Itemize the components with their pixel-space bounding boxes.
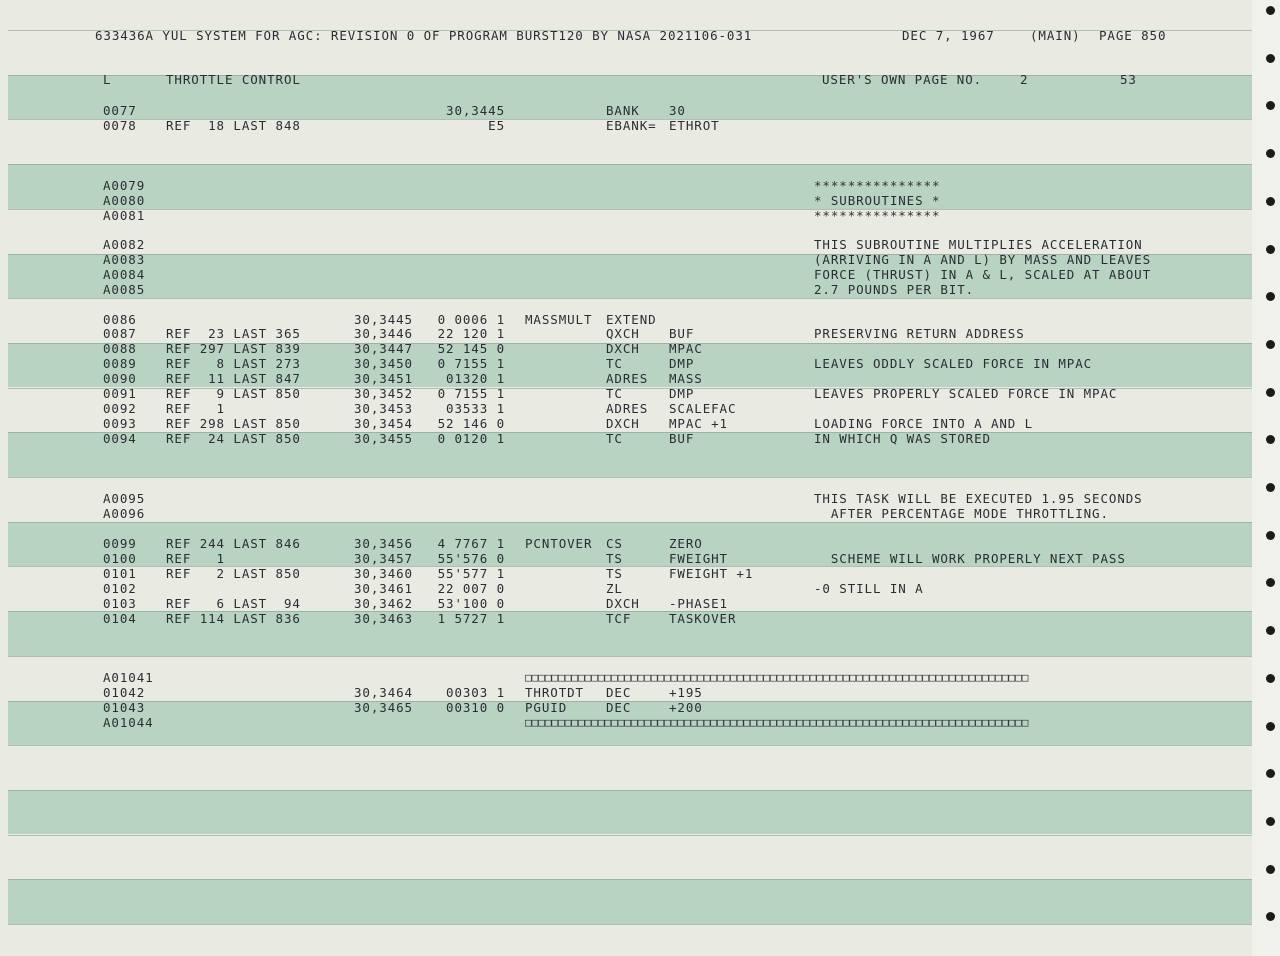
line-number: 0091 (103, 386, 137, 401)
address: 30,3446 (354, 326, 413, 341)
ref-info: REF 1 (166, 551, 225, 566)
band-rule (8, 477, 1252, 478)
label-field: PGUID (525, 700, 568, 715)
listing-row (0, 566, 1250, 581)
ref-info: REF 23 LAST 365 (166, 326, 301, 341)
operand: DMP (669, 386, 695, 401)
listing-row (0, 282, 1250, 297)
listing-row (0, 237, 1250, 252)
feed-hole (1266, 531, 1275, 540)
address: 30,3447 (354, 341, 413, 356)
comment: SCHEME WILL WORK PROPERLY NEXT PASS (814, 551, 1126, 566)
line-number: 0086 (103, 312, 137, 327)
opcode: DEC (606, 685, 632, 700)
users-page-number: 2 (1020, 72, 1029, 87)
ref-info: REF 244 LAST 846 (166, 536, 301, 551)
listing-row (0, 371, 1250, 386)
address: 30,3461 (354, 581, 413, 596)
listing-row (0, 685, 1250, 700)
comment: * SUBROUTINES * (814, 193, 941, 208)
listing-row (0, 193, 1250, 208)
label-field: PCNTOVER (525, 536, 593, 551)
opcode: TCF (606, 611, 632, 626)
operand: ETHROT (669, 118, 720, 133)
operand: BUF (669, 326, 695, 341)
address: 30,3445 (354, 312, 413, 327)
operand: 30 (669, 103, 686, 118)
comment: THIS TASK WILL BE EXECUTED 1.95 SECONDS (814, 491, 1143, 506)
ref-info: REF 1 (166, 401, 225, 416)
address: 30,3464 (354, 685, 413, 700)
opcode: TC (606, 431, 623, 446)
separator-boxes: □□□□□□□□□□□□□□□□□□□□□□□□□□□□□□□□□□□□□□□□□□□□□□□□□□□□□□□□□□□□□□□□□□□□□□□□□□□□ (525, 716, 1029, 729)
header-title: 633436A YUL SYSTEM FOR AGC: REVISION 0 OF PROGRAM BURST120 BY NASA 2021106-031 (95, 28, 753, 43)
operand: MPAC (669, 341, 703, 356)
line-number: A0082 (103, 237, 146, 252)
address: 30,3456 (354, 536, 413, 551)
line-number: 0104 (103, 611, 137, 626)
listing-row (0, 416, 1250, 431)
opcode: DXCH (606, 341, 640, 356)
listing-row (0, 103, 1250, 118)
octal-word: 1 5727 1 (437, 611, 505, 626)
address: 30,3462 (354, 596, 413, 611)
line-number: 0102 (103, 581, 137, 596)
opcode: QXCH (606, 326, 640, 341)
band-rule (8, 522, 1252, 523)
listing-row (0, 386, 1250, 401)
separator-boxes: □□□□□□□□□□□□□□□□□□□□□□□□□□□□□□□□□□□□□□□□□□□□□□□□□□□□□□□□□□□□□□□□□□□□□□□□□□□□ (525, 671, 1029, 684)
listing-row (0, 536, 1250, 551)
comment: *************** (814, 178, 941, 193)
band-rule (8, 879, 1252, 880)
listing-row (0, 670, 1250, 685)
octal-word: 52 145 0 (437, 341, 505, 356)
line-number: 0090 (103, 371, 137, 386)
comment: THIS SUBROUTINE MULTIPLIES ACCELERATION (814, 237, 1143, 252)
listing-row (0, 581, 1250, 596)
line-number: 01042 (103, 685, 146, 700)
comment: -0 STILL IN A (814, 581, 924, 596)
listing-row (0, 715, 1250, 730)
address: 30,3451 (354, 371, 413, 386)
address: 30,3450 (354, 356, 413, 371)
feed-hole (1266, 483, 1275, 492)
comment: AFTER PERCENTAGE MODE THROTTLING. (814, 506, 1109, 521)
listing-row (0, 491, 1250, 506)
listing-row (0, 326, 1250, 341)
line-number: A0083 (103, 252, 146, 267)
line-number: 0101 (103, 566, 137, 581)
header-page-number: PAGE 850 (1099, 28, 1167, 43)
comment: LEAVES ODDLY SCALED FORCE IN MPAC (814, 356, 1093, 371)
band-rule (8, 745, 1252, 746)
operand: TASKOVER (669, 611, 737, 626)
address: 30,3465 (354, 700, 413, 715)
line-number: A01041 (103, 670, 154, 685)
octal-word: 22 120 1 (437, 326, 505, 341)
octal-word: 0 7155 1 (437, 386, 505, 401)
ref-info: REF 2 LAST 850 (166, 566, 301, 581)
line-number: A0079 (103, 178, 146, 193)
users-page-label: USER'S OWN PAGE NO. (822, 72, 983, 87)
octal-word: 55'577 1 (437, 566, 505, 581)
listing-row (0, 356, 1250, 371)
opcode: BANK (606, 103, 640, 118)
octal-word: 30,3445 (446, 103, 505, 118)
line-number: 0099 (103, 536, 137, 551)
opcode: DEC (606, 700, 632, 715)
feed-hole (1266, 54, 1275, 63)
octal-word: 22 007 0 (437, 581, 505, 596)
operand: -PHASE1 (669, 596, 728, 611)
band-rule (8, 835, 1252, 836)
line-number: 0103 (103, 596, 137, 611)
feed-hole (1266, 817, 1275, 826)
octal-word: 4 7767 1 (437, 536, 505, 551)
line-number: 0088 (103, 341, 137, 356)
line-number: A0081 (103, 208, 146, 223)
address: 30,3454 (354, 416, 413, 431)
opcode: TC (606, 356, 623, 371)
operand: FWEIGHT +1 (669, 566, 754, 581)
band-rule (8, 790, 1252, 791)
feed-hole (1266, 388, 1275, 397)
line-number: 0078 (103, 118, 137, 133)
opcode: ADRES (606, 371, 649, 386)
line-number: 0092 (103, 401, 137, 416)
octal-word: 01320 1 (446, 371, 505, 386)
operand: BUF (669, 431, 695, 446)
line-number: A01044 (103, 715, 154, 730)
band-rule (8, 656, 1252, 657)
ref-info: REF 298 LAST 850 (166, 416, 301, 431)
card-number: 53 (1120, 72, 1137, 87)
ref-info: REF 11 LAST 847 (166, 371, 301, 386)
ref-info: REF 6 LAST 94 (166, 596, 301, 611)
ref-info: REF 9 LAST 850 (166, 386, 301, 401)
listing-row (0, 252, 1250, 267)
operand: MPAC +1 (669, 416, 728, 431)
band-rule (8, 924, 1252, 925)
octal-word: E5 (488, 118, 505, 133)
listing-row (0, 118, 1250, 133)
octal-word: 03533 1 (446, 401, 505, 416)
feed-hole (1266, 674, 1275, 683)
line-number: 0089 (103, 356, 137, 371)
line-number: A0084 (103, 267, 146, 282)
listing-row (0, 401, 1250, 416)
opcode: TC (606, 386, 623, 401)
listing-row (0, 700, 1250, 715)
comment: *************** (814, 208, 941, 223)
octal-word: 00303 1 (446, 685, 505, 700)
address: 30,3460 (354, 566, 413, 581)
header-date: DEC 7, 1967 (902, 28, 995, 43)
line-number: A0085 (103, 282, 146, 297)
opcode: ZL (606, 581, 623, 596)
green-band (8, 879, 1252, 924)
opcode: ADRES (606, 401, 649, 416)
comment: 2.7 POUNDS PER BIT. (814, 282, 975, 297)
tractor-feed-edge (1252, 0, 1280, 956)
label-field: THROTDT (525, 685, 584, 700)
address: 30,3463 (354, 611, 413, 626)
opcode: EXTEND (606, 312, 657, 327)
listing-row (0, 551, 1250, 566)
comment: LEAVES PROPERLY SCALED FORCE IN MPAC (814, 386, 1118, 401)
operand: ZERO (669, 536, 703, 551)
address: 30,3455 (354, 431, 413, 446)
opcode: TS (606, 566, 623, 581)
log-section-code: L (103, 72, 112, 87)
opcode: DXCH (606, 596, 640, 611)
listing-row (0, 611, 1250, 626)
operand: DMP (669, 356, 695, 371)
comment: IN WHICH Q WAS STORED (814, 431, 991, 446)
band-rule (8, 298, 1252, 299)
comment: LOADING FORCE INTO A AND L (814, 416, 1034, 431)
feed-hole (1266, 6, 1275, 15)
line-number: 01043 (103, 700, 146, 715)
opcode: CS (606, 536, 623, 551)
listing-row (0, 506, 1250, 521)
feed-hole (1266, 197, 1275, 206)
address: 30,3457 (354, 551, 413, 566)
comment: FORCE (THRUST) IN A & L, SCALED AT ABOUT (814, 267, 1152, 282)
line-number: A0095 (103, 491, 146, 506)
listing-row (0, 312, 1250, 327)
listing-row (0, 596, 1250, 611)
operand: MASS (669, 371, 703, 386)
operand: FWEIGHT (669, 551, 728, 566)
listing-row (0, 267, 1250, 282)
line-number: 0077 (103, 103, 137, 118)
ref-info: REF 114 LAST 836 (166, 611, 301, 626)
line-number: A0096 (103, 506, 146, 521)
listing-row (0, 208, 1250, 223)
line-number: 0094 (103, 431, 137, 446)
operand: +200 (669, 700, 703, 715)
comment: (ARRIVING IN A AND L) BY MASS AND LEAVES (814, 252, 1152, 267)
line-number: 0087 (103, 326, 137, 341)
subheader-line (0, 72, 1250, 87)
address: 30,3453 (354, 401, 413, 416)
line-number: 0093 (103, 416, 137, 431)
octal-word: 53'100 0 (437, 596, 505, 611)
comment: PRESERVING RETURN ADDRESS (814, 326, 1025, 341)
octal-word: 52 146 0 (437, 416, 505, 431)
ref-info: REF 24 LAST 850 (166, 431, 301, 446)
listing-row (0, 178, 1250, 193)
header-mode: (MAIN) (1030, 28, 1081, 43)
address: 30,3452 (354, 386, 413, 401)
feed-hole (1266, 340, 1275, 349)
operand: SCALEFAC (669, 401, 737, 416)
label-field: MASSMULT (525, 312, 593, 327)
line-number: 0100 (103, 551, 137, 566)
octal-word: 00310 0 (446, 700, 505, 715)
octal-word: 0 0006 1 (437, 312, 505, 327)
green-band (8, 790, 1252, 835)
opcode: TS (606, 551, 623, 566)
section-title: THROTTLE CONTROL (166, 72, 301, 87)
octal-word: 55'576 0 (437, 551, 505, 566)
feed-hole (1266, 245, 1275, 254)
line-number: A0080 (103, 193, 146, 208)
ref-info: REF 297 LAST 839 (166, 341, 301, 356)
opcode: EBANK= (606, 118, 657, 133)
feed-hole (1266, 722, 1275, 731)
ref-info: REF 8 LAST 273 (166, 356, 301, 371)
ref-info: REF 18 LAST 848 (166, 118, 301, 133)
operand: +195 (669, 685, 703, 700)
feed-hole (1266, 865, 1275, 874)
octal-word: 0 7155 1 (437, 356, 505, 371)
header-line (0, 28, 1250, 43)
octal-word: 0 0120 1 (437, 431, 505, 446)
band-rule (8, 164, 1252, 165)
opcode: DXCH (606, 416, 640, 431)
listing-row (0, 431, 1250, 446)
listing-row (0, 341, 1250, 356)
